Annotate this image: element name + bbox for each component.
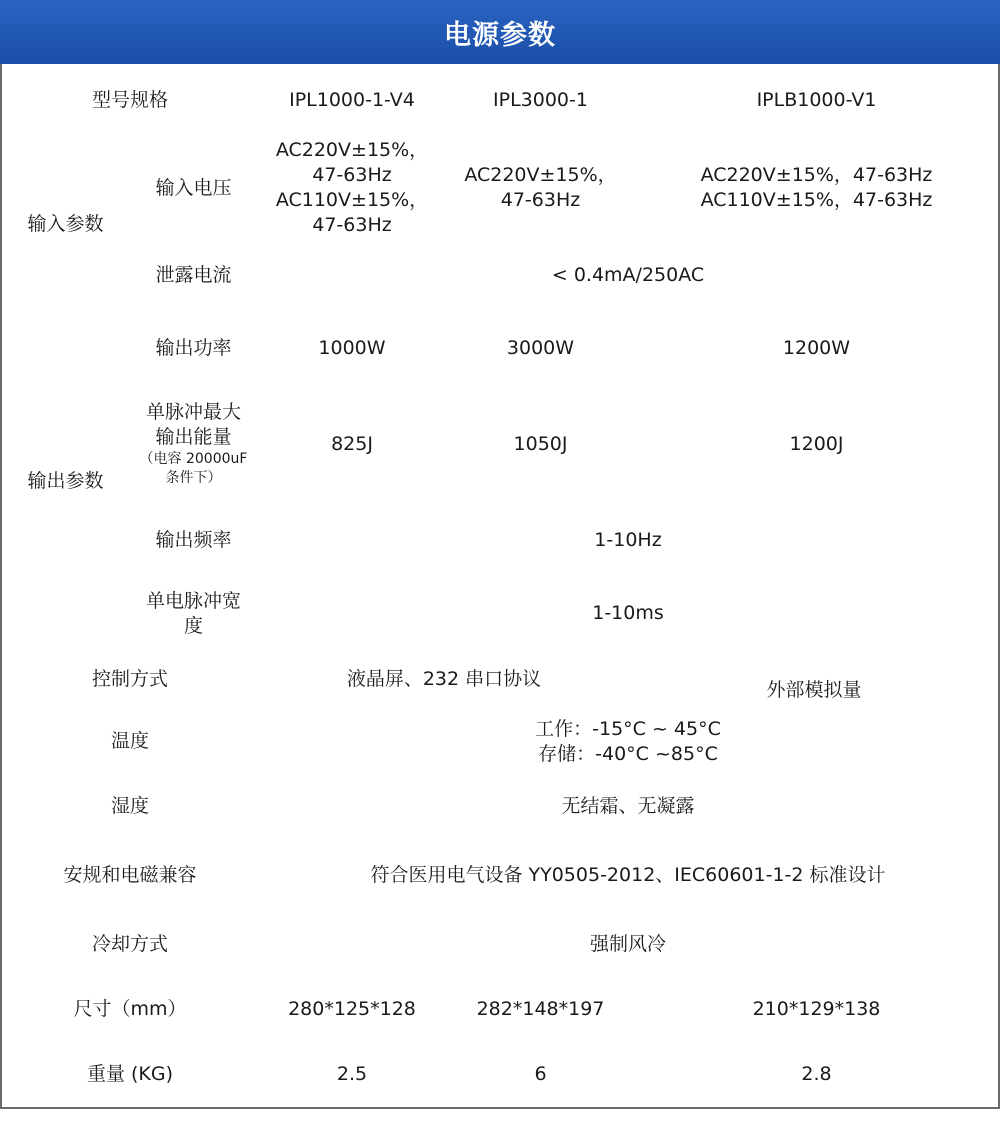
weight-model-3: 2.8: [635, 1042, 1000, 1109]
output-power-model-3: 1200W: [635, 312, 1000, 387]
input-voltage-label: 输入电压: [129, 137, 260, 241]
output-energy-model-2: 1050J: [446, 385, 637, 505]
text-line: AC220V±15%，: [464, 164, 617, 186]
weight-model-1: 2.5: [258, 1042, 448, 1109]
leakage-label: 泄露电流: [129, 239, 260, 314]
model-1: IPL1000-1-V4: [258, 64, 448, 139]
text-line: 47-63Hz: [312, 214, 392, 236]
text-line: 输出能量: [155, 426, 232, 448]
model-2: IPL3000-1: [446, 64, 637, 139]
input-voltage-model-3: [635, 137, 1000, 241]
control-value-left: 液晶屏、232 串口协议: [258, 650, 632, 711]
output-power-label: 输出功率: [129, 312, 260, 387]
text-line: AC220V±15%，47-63Hz: [700, 164, 933, 186]
control-value-right: 外部模拟量: [630, 650, 1000, 711]
cooling-value: 强制风冷: [258, 912, 1000, 979]
weight-model-2: 6: [446, 1042, 637, 1109]
output-frequency-label: 输出频率: [129, 503, 260, 579]
model-label: 型号规格: [0, 64, 260, 139]
text-line: 单脉冲最大: [145, 401, 241, 423]
text-line: AC220V±15%，: [275, 139, 429, 161]
text-line: 工作：-15°C ~ 45°C: [535, 717, 721, 740]
pulse-width-value: 1-10ms: [258, 577, 1000, 652]
text-line: 单电脉冲宽: [145, 589, 241, 612]
text-line: 度: [183, 614, 203, 637]
temperature-value: [258, 709, 1000, 776]
cooling-label: 冷却方式: [0, 912, 260, 979]
output-power-model-1: 1000W: [258, 312, 448, 387]
pulse-width-label: [129, 577, 260, 652]
size-model-1: 280*125*128: [258, 977, 448, 1044]
control-label: 控制方式: [0, 650, 260, 711]
text-line: 47-63Hz: [312, 164, 392, 186]
size-model-3: 210*129*138: [635, 977, 1000, 1044]
input-group-label: 输入参数: [0, 137, 131, 314]
input-voltage-model-1: [258, 137, 448, 241]
humidity-label: 湿度: [0, 774, 260, 841]
size-model-2: 282*148*197: [446, 977, 637, 1044]
output-energy-model-3: 1200J: [635, 385, 1000, 505]
humidity-value: 无结霜、无凝露: [258, 774, 1000, 841]
text-line: 47-63Hz: [500, 189, 581, 211]
text-line: 存储：-40°C ~85°C: [538, 742, 718, 765]
table-title: 电源参数: [444, 19, 556, 51]
output-energy-model-1: 825J: [258, 385, 448, 505]
energy-condition-note: 条件下）: [165, 470, 222, 486]
output-group-label: 输出参数: [0, 312, 131, 652]
input-voltage-model-2: [446, 137, 637, 241]
size-label: 尺寸（mm）: [0, 977, 260, 1044]
output-power-model-2: 3000W: [446, 312, 637, 387]
weight-label: 重量 (KG): [0, 1042, 260, 1109]
output-energy-label: [129, 385, 260, 505]
text-line: AC110V±15%，47-63Hz: [700, 189, 933, 211]
safety-value: 符合医用电气设备 YY0505-2012、IEC60601-1-2 标准设计: [258, 839, 1000, 914]
model-3: IPLB1000-V1: [635, 64, 1000, 139]
text-line: AC110V±15%，: [275, 189, 429, 211]
energy-condition-note: （电容 20000uF: [139, 451, 248, 467]
leakage-value: < 0.4mA/250AC: [258, 239, 1000, 314]
output-frequency-value: 1-10Hz: [258, 503, 1000, 579]
temperature-label: 温度: [0, 709, 260, 776]
table-header-bar: [0, 0, 1000, 66]
safety-label: 安规和电磁兼容: [0, 839, 260, 914]
